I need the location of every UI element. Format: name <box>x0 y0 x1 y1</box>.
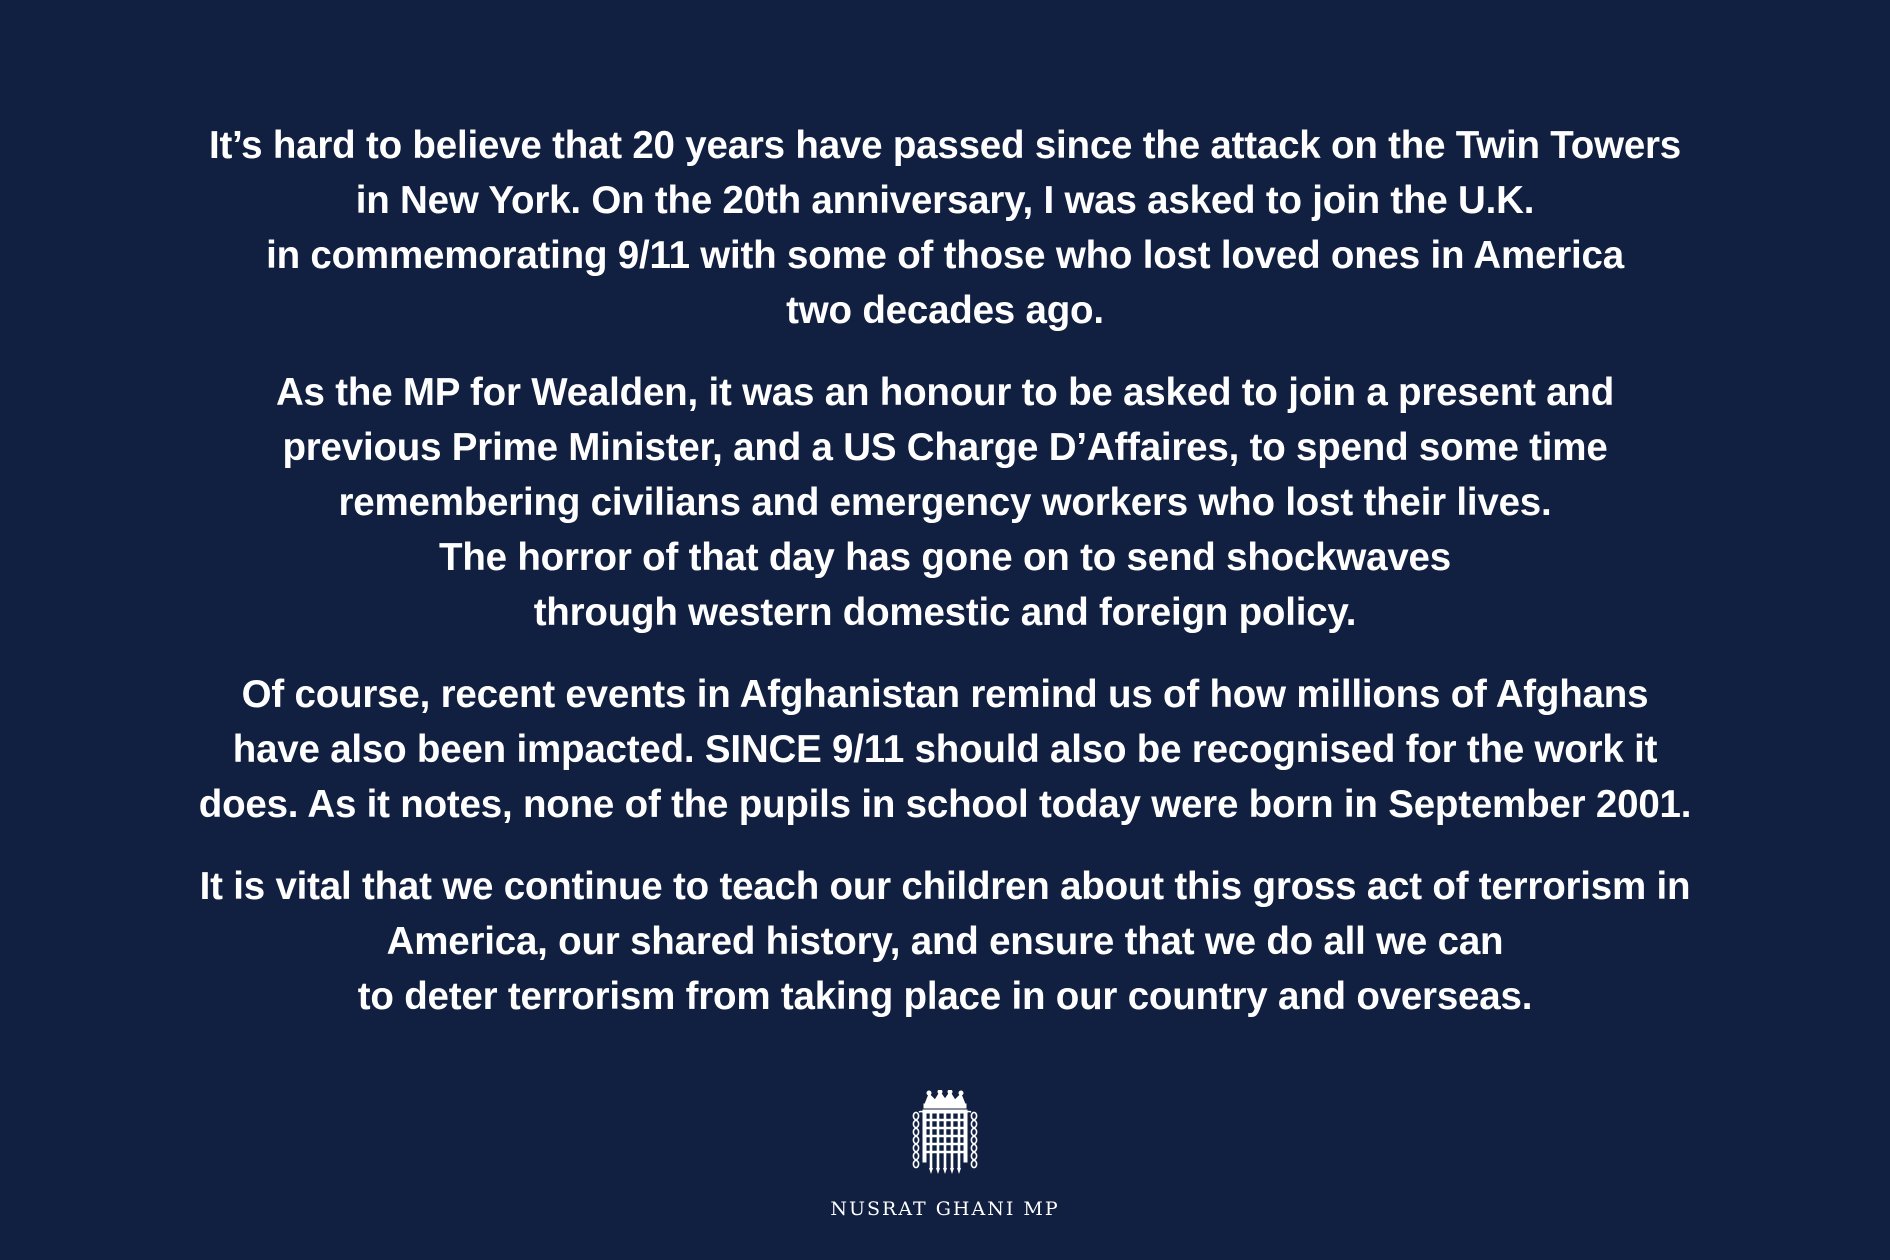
text-line: through western domestic and foreign policy. <box>533 591 1357 634</box>
paragraph-2 <box>60 365 1830 640</box>
paragraph-3 <box>60 667 1830 832</box>
text-line: have also been impacted. SINCE 9/11 should also be recognised for the work it <box>232 728 1658 771</box>
statement-text <box>60 118 1830 1051</box>
signature-block <box>0 1090 1890 1220</box>
text-line: does. As it notes, none of the pupils in school today were born in September 2001. <box>198 783 1692 826</box>
text-line: Of course, recent events in Afghanistan remind us of how millions of Afghans <box>241 673 1649 716</box>
text-line: The horror of that day has gone on to send shockwaves <box>439 536 1451 579</box>
paragraph-4 <box>60 859 1830 1024</box>
text-line: in New York. On the 20th anniversary, I was asked to join the U.K. <box>355 179 1535 222</box>
text-line: America, our shared history, and ensure that we do all we can <box>386 920 1504 963</box>
text-line: in commemorating 9/11 with some of those who lost loved ones in America <box>266 234 1624 277</box>
author-name: NUSRAT GHANI MP <box>830 1198 1060 1220</box>
text-line: to deter terrorism from taking place in our country and overseas. <box>357 975 1533 1018</box>
text-line: It is vital that we continue to teach our children about this gross act of terrorism in <box>199 865 1691 908</box>
portcullis-icon <box>907 1090 983 1176</box>
text-line: two decades ago. <box>786 289 1104 332</box>
text-line: previous Prime Minister, and a US Charge D’Affaires, to spend some time <box>282 426 1608 469</box>
text-line: remembering civilians and emergency workers who lost their lives. <box>338 481 1552 524</box>
text-line: It’s hard to believe that 20 years have passed since the attack on the Twin Towers <box>208 124 1682 167</box>
paragraph-1 <box>60 118 1830 338</box>
text-line: As the MP for Wealden, it was an honour to be asked to join a present and <box>275 371 1615 414</box>
